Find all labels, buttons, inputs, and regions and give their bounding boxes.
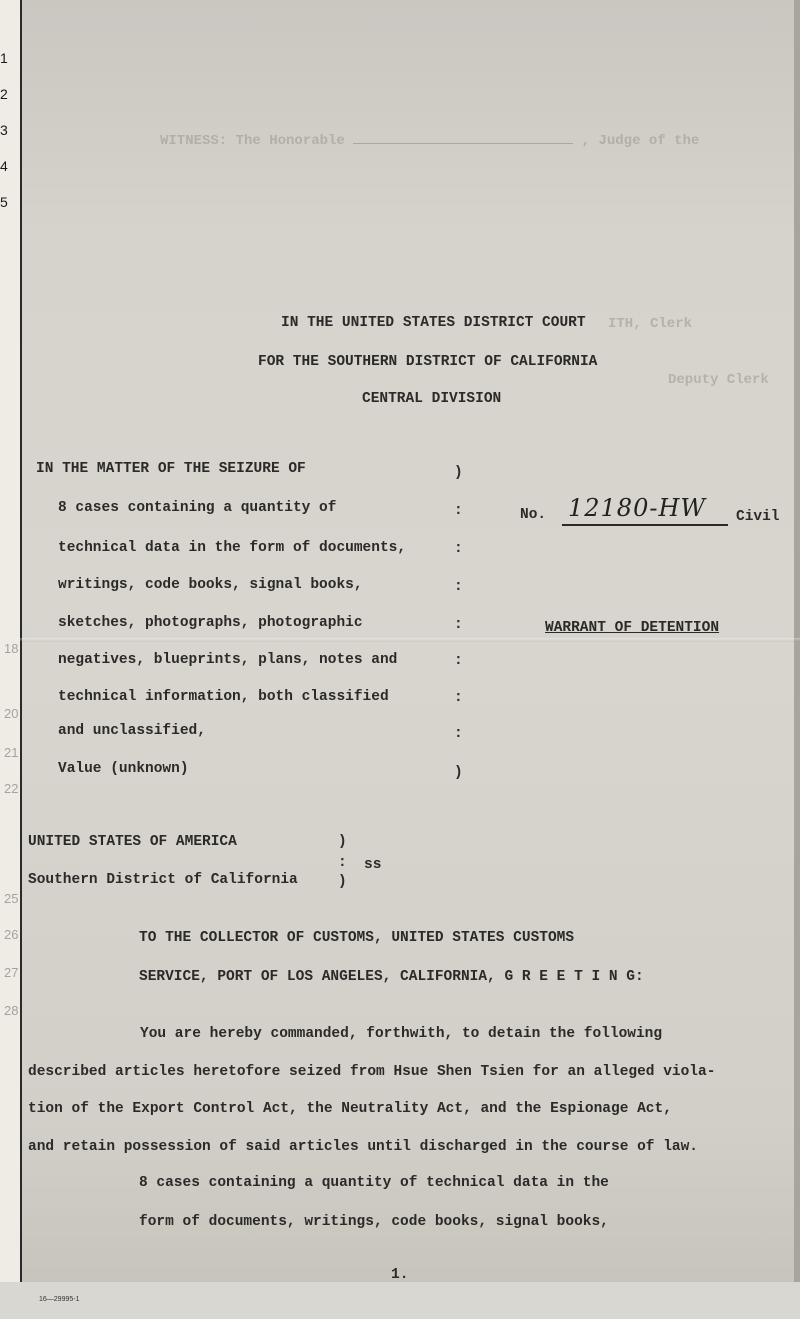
venue-line-1: UNITED STATES OF AMERICA (28, 834, 237, 850)
court-header-line-2: FOR THE SOUTHERN DISTRICT OF CALIFORNIA (258, 354, 598, 370)
line-number: 22 (4, 781, 19, 796)
body-line: form of documents, writings, code books, signal books, (139, 1214, 609, 1230)
line-number: 28 (4, 1003, 19, 1018)
line-number: 21 (4, 745, 19, 760)
address-line-2: SERVICE, PORT OF LOS ANGELES, CALIFORNIA, G R E E T I N G: (139, 969, 644, 985)
line-number: 26 (4, 927, 19, 942)
matter-line: technical data in the form of documents, (58, 540, 407, 556)
caption-bracket: ) (454, 465, 463, 481)
matter-line: writings, code books, signal books, (58, 577, 363, 593)
matter-line: negatives, blueprints, plans, notes and (58, 652, 398, 668)
matter-line: 8 cases containing a quantity of (58, 500, 337, 516)
matter-line: sketches, photographs, photographic (58, 615, 363, 631)
matter-line: Value (unknown) (58, 761, 189, 777)
court-header-line-1: IN THE UNITED STATES DISTRICT COURT (281, 315, 586, 331)
caption-bracket: ) (454, 765, 463, 781)
body-line: You are hereby commanded, forthwith, to detain the following (140, 1026, 663, 1042)
line-number: 3 (0, 122, 8, 138)
line-number: 27 (4, 965, 19, 980)
matter-line: IN THE MATTER OF THE SEIZURE OF (36, 461, 306, 477)
venue-ss: ss (364, 857, 382, 873)
venue-bracket: : (338, 855, 347, 871)
line-number: 18 (4, 641, 19, 656)
line-number: 25 (4, 891, 19, 906)
body-line: tion of the Export Control Act, the Neutrality Act, and the Espionage Act, (28, 1101, 672, 1117)
ghost-deputy-clerk: Deputy Clerk (668, 372, 769, 388)
court-header-line-3: CENTRAL DIVISION (362, 391, 502, 407)
right-page-edge (794, 0, 800, 1319)
bottom-band (0, 1282, 800, 1319)
caption-bracket: : (454, 579, 463, 595)
caption-bracket: : (454, 726, 463, 742)
body-line: and retain possession of said articles until discharged in the course of law. (28, 1139, 699, 1155)
ghost-clerk: ITH, Clerk (608, 316, 693, 332)
venue-line-2: Southern District of California (28, 872, 298, 888)
line-number: 20 (4, 706, 19, 721)
venue-bracket: ) (338, 874, 347, 890)
document-title: WARRANT OF DETENTION (545, 620, 720, 636)
case-type: Civil (736, 509, 780, 525)
matter-line: technical information, both classified (58, 689, 389, 705)
line-number: 4 (0, 158, 8, 174)
line-number: 2 (0, 86, 8, 102)
case-number-label: No. (520, 507, 547, 523)
address-line-1: TO THE COLLECTOR OF CUSTOMS, UNITED STATES CUSTOMS (139, 930, 575, 946)
case-number-handwritten: 12180-HW (568, 494, 707, 522)
caption-bracket: : (454, 503, 463, 519)
paper-fold (20, 638, 800, 642)
case-number-underline (562, 524, 728, 526)
body-line: described articles heretofore seized from Hsue Shen Tsien for an alleged viola- (28, 1064, 716, 1080)
body-line: 8 cases containing a quantity of technical data in the (139, 1175, 609, 1191)
line-number: 1 (0, 50, 8, 66)
caption-bracket: : (454, 617, 463, 633)
venue-bracket: ) (338, 834, 347, 850)
line-number: 5 (0, 194, 8, 210)
matter-line: and unclassified, (58, 723, 206, 739)
caption-bracket: : (454, 541, 463, 557)
ghost-witness-line: WITNESS: The Honorable , Judge of the (160, 133, 700, 149)
page-number: 1. (391, 1267, 409, 1283)
form-code: 16—29995-1 (39, 1296, 80, 1303)
caption-bracket: : (454, 690, 463, 706)
caption-bracket: : (454, 653, 463, 669)
